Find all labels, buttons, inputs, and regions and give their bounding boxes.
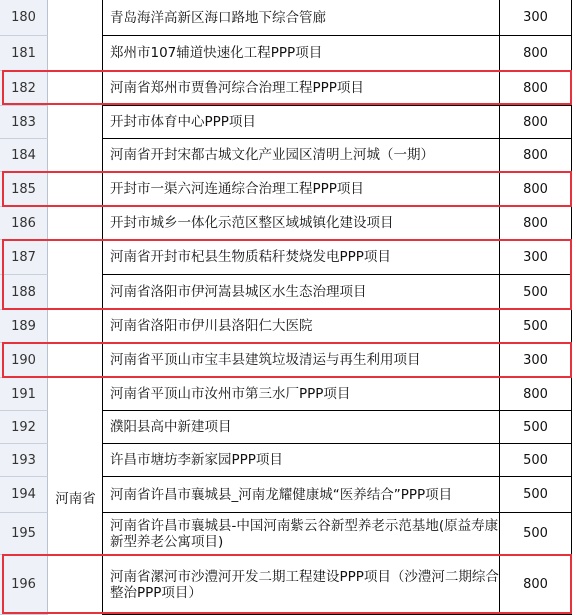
row-header[interactable]: 184 xyxy=(0,139,48,172)
table-row xyxy=(0,106,579,139)
row-header[interactable]: 183 xyxy=(0,106,48,139)
row-header[interactable]: 181 xyxy=(0,36,48,71)
project-name-cell[interactable]: 河南省洛阳市伊河嵩县城区水生态治理项目 xyxy=(103,275,500,310)
project-name-cell[interactable]: 青岛海洋高新区海口路地下综合管廊 xyxy=(103,0,500,36)
table-row xyxy=(0,343,579,378)
project-name-cell[interactable]: 开封市体育中心PPP项目 xyxy=(103,106,500,139)
row-header[interactable]: 180 xyxy=(0,0,48,36)
province-cell[interactable]: 河南省 xyxy=(55,491,96,507)
row-header[interactable]: 189 xyxy=(0,310,48,343)
amount-cell[interactable]: 500 xyxy=(500,513,572,555)
amount-cell[interactable]: 300 xyxy=(500,343,572,378)
table-row xyxy=(0,71,579,106)
amount-cell[interactable]: 500 xyxy=(500,411,572,444)
project-name-cell[interactable]: 河南省洛阳市伊川县洛阳仁大医院 xyxy=(103,310,500,343)
table-row xyxy=(0,444,579,477)
table-row xyxy=(0,207,579,240)
table-row xyxy=(0,36,579,71)
amount-cell[interactable]: 500 xyxy=(500,444,572,477)
row-header[interactable]: 190 xyxy=(0,343,48,378)
project-name-cell[interactable]: 开封市城乡一体化示范区整区域城镇化建设项目 xyxy=(103,207,500,240)
row-header[interactable]: 195 xyxy=(0,513,48,555)
table-row xyxy=(0,477,579,513)
amount-cell[interactable]: 800 xyxy=(500,71,572,106)
amount-cell[interactable]: 800 xyxy=(500,378,572,411)
amount-cell[interactable]: 500 xyxy=(500,477,572,513)
amount-cell[interactable]: 500 xyxy=(500,310,572,343)
row-header[interactable]: 187 xyxy=(0,240,48,275)
project-name-cell[interactable]: 濮阳县高中新建项目 xyxy=(103,411,500,444)
project-name-cell[interactable]: 河南省平顶山市宝丰县建筑垃圾清运与再生利用项目 xyxy=(103,343,500,378)
amount-cell[interactable]: 800 xyxy=(500,139,572,172)
project-name-cell[interactable]: 河南省郑州市贾鲁河综合治理工程PPP项目 xyxy=(103,71,500,106)
table-row xyxy=(0,0,579,36)
table-row xyxy=(0,411,579,444)
amount-cell[interactable]: 800 xyxy=(500,555,572,615)
amount-cell[interactable]: 500 xyxy=(500,275,572,310)
row-header[interactable]: 182 xyxy=(0,71,48,106)
project-name-cell[interactable]: 河南省漯河市沙澧河开发二期工程建设PPP项目（沙澧河二期综合整治PPP项目） xyxy=(103,555,500,615)
project-name-cell[interactable]: 开封市一渠六河连通综合治理工程PPP项目 xyxy=(103,172,500,207)
table-row xyxy=(0,275,579,310)
table-row xyxy=(0,139,579,172)
row-header[interactable]: 191 xyxy=(0,378,48,411)
table-row xyxy=(0,172,579,207)
row-header[interactable]: 192 xyxy=(0,411,48,444)
project-name-cell[interactable]: 河南省开封市杞县生物质秸秆焚烧发电PPP项目 xyxy=(103,240,500,275)
right-gutter xyxy=(572,0,579,615)
row-header[interactable]: 186 xyxy=(0,207,48,240)
project-name-cell[interactable]: 河南省平顶山市汝州市第三水厂PPP项目 xyxy=(103,378,500,411)
row-header[interactable]: 194 xyxy=(0,477,48,513)
table-row xyxy=(0,378,579,411)
project-name-cell[interactable]: 河南省许昌市襄城县-中国河南紫云谷新型养老示范基地(原益寿康新型养老公寓项目) xyxy=(103,513,500,555)
table-row xyxy=(0,555,579,615)
row-header[interactable]: 193 xyxy=(0,444,48,477)
project-name-cell[interactable]: 郑州市107辅道快速化工程PPP项目 xyxy=(103,36,500,71)
row-header[interactable]: 188 xyxy=(0,275,48,310)
table-row xyxy=(0,513,579,555)
table-row xyxy=(0,240,579,275)
project-name-cell[interactable]: 许昌市塘坊李新家园PPP项目 xyxy=(103,444,500,477)
project-name-cell[interactable]: 河南省开封宋都古城文化产业园区清明上河城（一期） xyxy=(103,139,500,172)
amount-cell[interactable]: 800 xyxy=(500,207,572,240)
amount-cell[interactable]: 300 xyxy=(500,240,572,275)
row-header[interactable]: 185 xyxy=(0,172,48,207)
amount-cell[interactable]: 800 xyxy=(500,36,572,71)
row-header[interactable]: 196 xyxy=(0,555,48,615)
amount-cell[interactable]: 800 xyxy=(500,172,572,207)
project-name-cell[interactable]: 河南省许昌市襄城县_河南龙耀健康城“医养结合”PPP项目 xyxy=(103,477,500,513)
table-row xyxy=(0,310,579,343)
amount-cell[interactable]: 800 xyxy=(500,106,572,139)
amount-cell[interactable]: 300 xyxy=(500,0,572,36)
